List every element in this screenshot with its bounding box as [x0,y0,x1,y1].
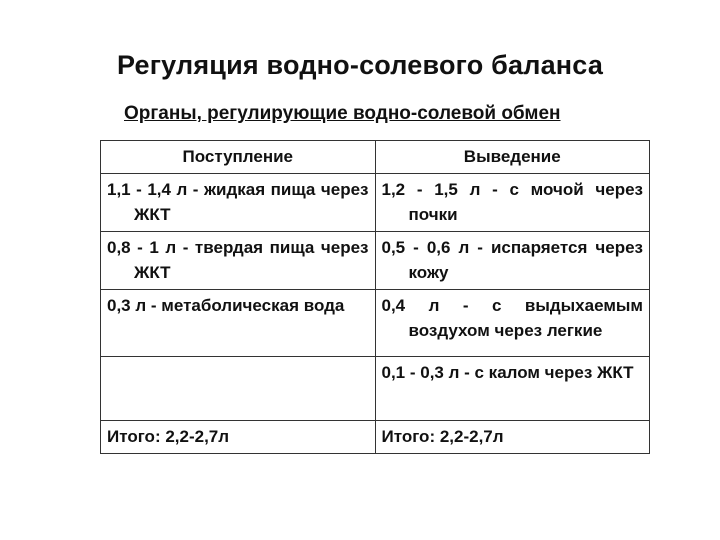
header-intake: Поступление [101,141,376,174]
water-balance-table [100,140,650,454]
table-total-row [101,421,650,454]
cell-text: 0,3 л - метаболическая вода [107,296,345,315]
cell-text: 1,2 - 1,5 л - с мочой через почки [381,180,643,224]
table-row [101,232,650,290]
table-cell-output [375,174,650,232]
cell-text: 1,1 - 1,4 л - жидкая пища через ЖКТ [107,180,369,224]
table-cell-intake [101,174,376,232]
slide-subtitle: Органы, регулирующие водно-солевой обмен [124,103,561,124]
table-cell-intake [101,290,376,357]
cell-text: 0,4 л - с выдыхаемым воздухом через легкие [381,296,643,340]
table-row [101,357,650,421]
table-header-row [101,141,650,174]
table-cell-intake [101,232,376,290]
cell-text: 0,1 - 0,3 л - с калом через ЖКТ [381,363,634,382]
slide-title: Регуляция водно-солевого баланса [116,50,604,80]
table-cell-output [375,290,650,357]
table-cell-output [375,357,650,421]
total-output [375,421,650,454]
table-cell-intake-empty [101,357,376,421]
cell-text: 0,5 - 0,6 л - испаряется через кожу [381,238,643,282]
table-cell-output [375,232,650,290]
header-output: Выведение [375,141,650,174]
table-row [101,290,650,357]
cell-text: Итого: 2,2-2,7л [107,427,230,446]
total-intake [101,421,376,454]
table-row [101,174,650,232]
cell-text: 0,8 - 1 л - твердая пища через ЖКТ [107,238,369,282]
cell-text: Итого: 2,2-2,7л [381,427,504,446]
